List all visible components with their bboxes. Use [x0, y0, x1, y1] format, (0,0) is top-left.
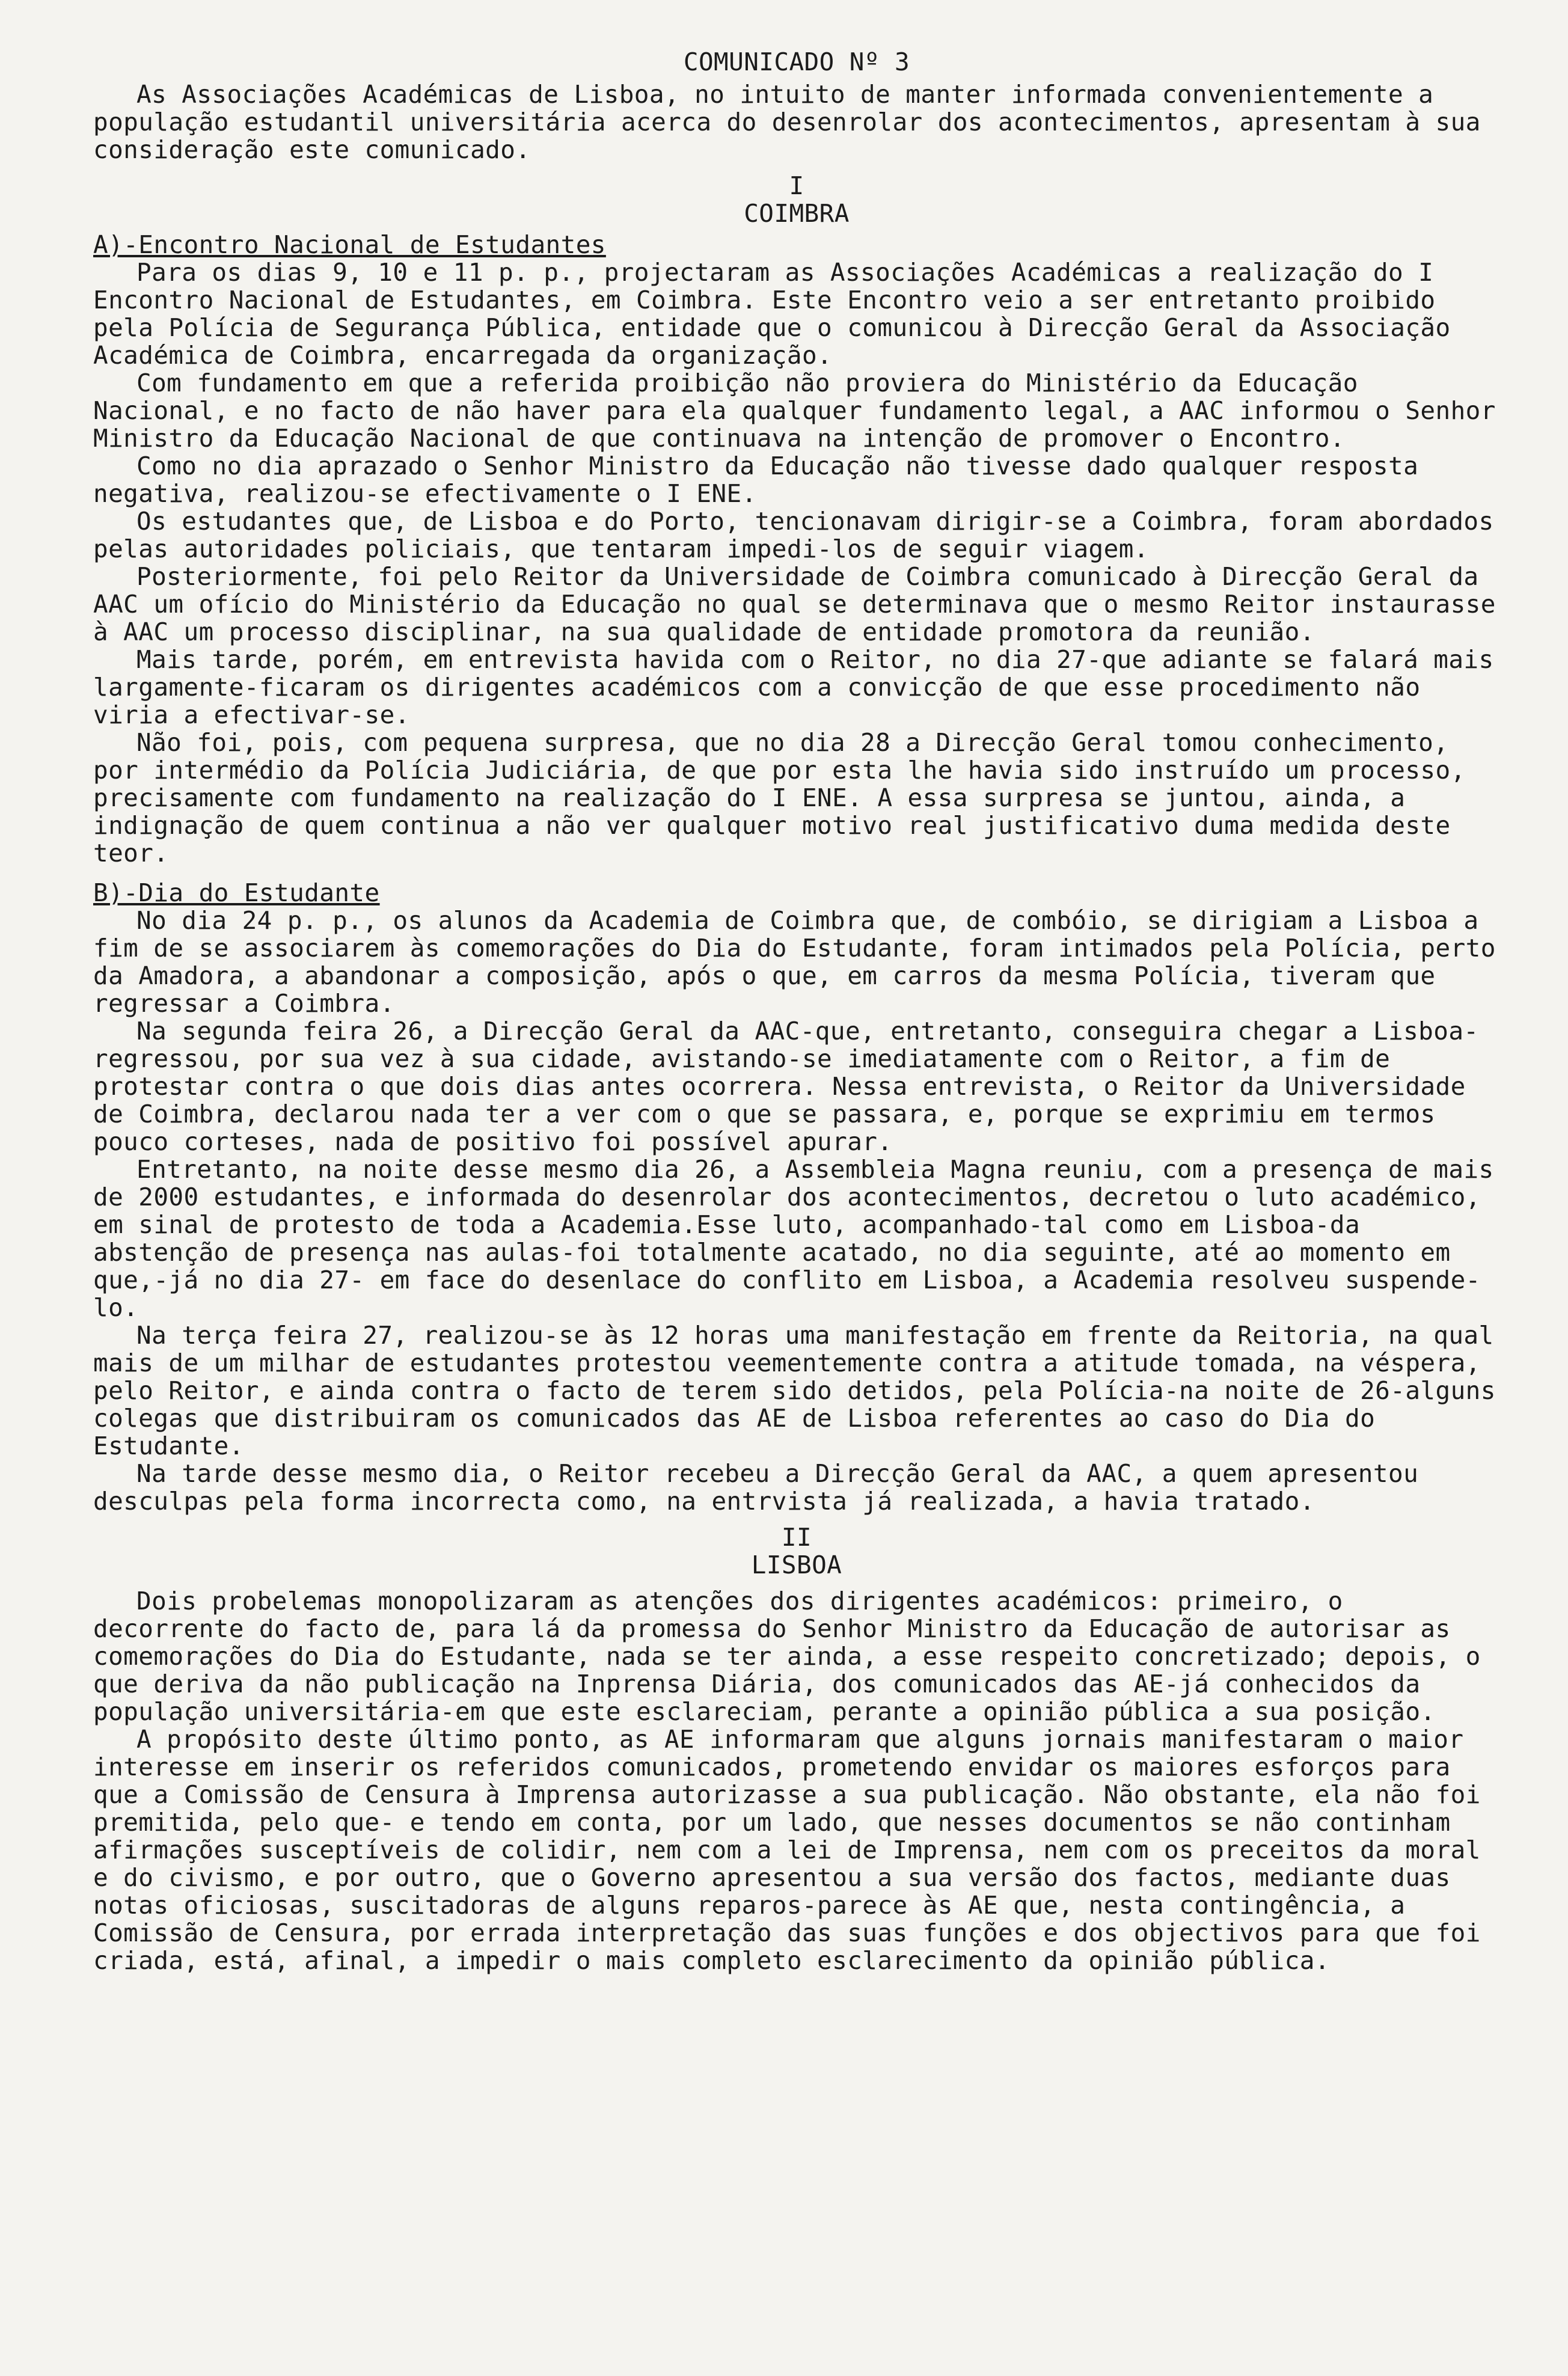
- section-2-title: LISBOA: [751, 1551, 842, 1579]
- subsection-b-paragraph: Entretanto, na noite desse mesmo dia 26, a Assembleia Magna reuniu, com a presença de mais de 2000 estudantes, e informada do desenrolar dos acontecimentos, decretou o luto académico, em sinal de protesto de toda a Academia.Esse luto, acompanhado-tal como em Lisboa-da abstenção de presença nas aulas-foi totalmente acatado, no dia seguinte, até ao momento em que,-já no dia 27- em face do desenlace do conflito em Lisboa, a Academia resolveu suspende-lo.: [93, 1155, 1494, 1322]
- subsection-a-paragraph: Posteriormente, foi pelo Reitor da Universidade de Coimbra comunicado à Direcção Geral da AAC um ofício do Ministério da Educação no qual se determinava que o mesmo Reitor instaurasse à AAC um processo disciplinar, na sua qualidade de entidade promotora da reunião.: [93, 562, 1496, 646]
- section-2-number: II: [781, 1523, 812, 1552]
- subsection-a-paragraph: Com fundamento em que a referida proibição não proviera do Ministério da Educação Nacional, e no facto de não haver para ela qualquer fundamento legal, a AAC informou o Senhor Ministro da Educação Nacional de que continuava na intenção de promover o Encontro.: [93, 369, 1496, 453]
- subsection-a-paragraph: Não foi, pois, com pequena surpresa, que no dia 28 a Direcção Geral tomou conhecimento, por intermédio da Polícia Judiciária, de que por esta lhe havia sido instruído um processo, precisamente com fundamento na realização do I ENE. A essa surpresa se juntou, ainda, a indignação de quem continua a não ver qualquer motivo real justificativo duma medida deste teor.: [93, 728, 1466, 868]
- subsection-b-heading: B)-Dia do Estudante: [93, 878, 380, 907]
- section-2-paragraph: Dois probelemas monopolizaram as atenções dos dirigentes académicos: primeiro, o decorrente do facto de, para lá da promessa do Senhor Ministro da Educação de autorisar as comemorações do Dia do Estudante, nada se ter ainda, a esse respeito concretizado; depois, o que deriva da não publicação na Inprensa Diária, dos comunicados das AE-já conhecidos da população universitária-em que este esclareciam, perante a opinião pública a sua posição.: [93, 1587, 1481, 1726]
- subsection-a-paragraph: Mais tarde, porém, em entrevista havida com o Reitor, no dia 27-que adiante se falará mais largamente-ficaram os dirigentes académicos com a convicção de que esse procedimento não viria a efectivar-se.: [93, 645, 1494, 729]
- subsection-a-paragraph: Como no dia aprazado o Senhor Ministro da Educação não tivesse dado qualquer resposta negativa, realizou-se efectivamente o I ENE.: [93, 452, 1419, 508]
- document-title: COMUNICADO Nº 3: [683, 47, 910, 76]
- subsection-b-paragraph: Na segunda feira 26, a Direcção Geral da AAC-que, entretanto, conseguira chegar a Lisboa-regressou, por sua vez à sua cidade, avistando-se imediatamente com o Reitor, a fim de protestar contra o que dois dias antes ocorrera. Nessa entrevista, o Reitor da Universidade de Coimbra, declarou nada ter a ver com o que se passara, e, porque se exprimiu em termos pouco corteses, nada de positivo foi possível apurar.: [93, 1017, 1479, 1156]
- section-1-title: COIMBRA: [744, 199, 850, 228]
- subsection-b-paragraph: No dia 24 p. p., os alunos da Academia de Coimbra que, de combóio, se dirigiam a Lisboa a fim de se associarem às comemorações do Dia do Estudante, foram intimados pela Polícia, perto da Amadora, a abandonar a composição, após o que, em carros da mesma Polícia, tiveram que regressar a Coimbra.: [93, 906, 1496, 1018]
- subsection-a-heading: A)-Encontro Nacional de Estudantes: [93, 230, 606, 259]
- subsection-b-paragraph: Na tarde desse mesmo dia, o Reitor recebeu a Direcção Geral da AAC, a quem apresentou desculpas pela forma incorrecta como, na entrvista já realizada, a havia tratado.: [93, 1459, 1419, 1516]
- intro-paragraph: As Associações Académicas de Lisboa, no intuito de manter informada convenientemente a população estudantil universitária acerca do desenrolar dos acontecimentos, apresentam à sua consideração este comunicado.: [93, 80, 1481, 164]
- subsection-a-paragraph: Os estudantes que, de Lisboa e do Porto, tencionavam dirigir-se a Coimbra, foram abordados pelas autoridades policiais, que tentaram impedi-los de seguir viagem.: [93, 507, 1494, 563]
- subsection-a-paragraph: Para os dias 9, 10 e 11 p. p., projectaram as Associações Académicas a realização do I Encontro Nacional de Estudantes, em Coimbra. Este Encontro veio a ser entretanto proibido pela Polícia de Segurança Pública, entidade que o comunicou à Direcção Geral da Associação Académica de Coimbra, encarregada da organização.: [93, 258, 1451, 370]
- subsection-b-paragraph: Na terça feira 27, realizou-se às 12 horas uma manifestação em frente da Reitoria, na qual mais de um milhar de estudantes protestou veementemente contra a atitude tomada, na véspera, pelo Reitor, e ainda contra o facto de terem sido detidos, pela Polícia-na noite de 26-alguns colegas que distribuiram os comunicados das AE de Lisboa referentes ao caso do Dia do Estudante.: [93, 1321, 1496, 1460]
- document-page: [93, 48, 1500, 1974]
- section-1-number: I: [789, 171, 804, 200]
- section-2-paragraph: A propósito deste último ponto, as AE informaram que alguns jornais manifestaram o maior interesse em inserir os referidos comunicados, prometendo envidar os maiores esforços para que a Comissão de Censura à Imprensa autorizasse a sua publicação. Não obstante, ela não foi premitida, pelo que- e tendo em conta, por um lado, que nesses documentos se não continham afirmações susceptíveis de colidir, nem com a lei de Imprensa, nem com os preceitos da moral e do civismo, e por outro, que o Governo apresentou a sua versão dos factos, mediante duas notas oficiosas, suscitadoras de alguns reparos-parece às AE que, nesta contingência, a Comissão de Censura, por errada interpretação das suas funções e dos objectivos para que foi criada, está, afinal, a impedir o mais completo esclarecimento da opinião pública.: [93, 1725, 1481, 1975]
